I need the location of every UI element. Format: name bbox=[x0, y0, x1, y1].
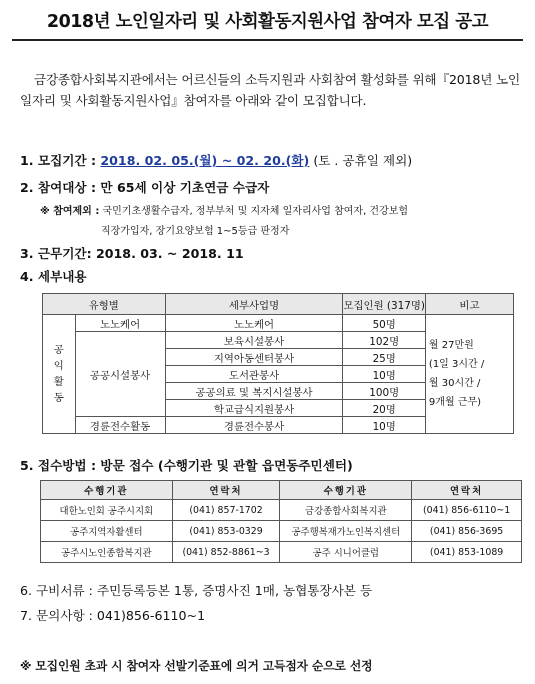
agency-name: 공주지역자활센터 bbox=[41, 521, 173, 542]
details-header-type: 유형별 bbox=[43, 294, 166, 315]
agency-header-name: 수행기관 bbox=[41, 481, 173, 500]
agency-phone: (041) 856-6110~1 bbox=[412, 500, 522, 521]
type-cell: 노노케어 bbox=[75, 315, 165, 332]
inquiry-contact: 7. 문의사항 : 041)856-6110~1 bbox=[20, 608, 206, 623]
recruit-period-label: 1. 모집기간 : bbox=[20, 153, 101, 168]
remarks-line: 9개월 근무) bbox=[428, 397, 482, 408]
table-row bbox=[41, 500, 522, 521]
table-row bbox=[43, 315, 514, 332]
count-cell: 100명 bbox=[343, 383, 425, 400]
intro-paragraph bbox=[20, 70, 520, 111]
details-header-count: 모집인원 (317명) bbox=[343, 294, 425, 315]
count-cell: 20명 bbox=[343, 400, 425, 417]
agency-name: 공주행복재가노인복지센터 bbox=[280, 521, 412, 542]
recruit-period-dates: 2018. 02. 05.(월) ~ 02. 20.(화) bbox=[100, 153, 310, 168]
recruit-period bbox=[20, 150, 412, 169]
project-cell: 도서관봉사 bbox=[165, 366, 343, 383]
agency-name: 공주시노인종합복지관 bbox=[41, 542, 173, 563]
type-cell: 공공시설봉사 bbox=[75, 332, 165, 417]
project-cell: 경륜전수봉사 bbox=[165, 417, 343, 434]
details-header-project: 세부사업명 bbox=[165, 294, 343, 315]
agency-phone: (041) 853-1089 bbox=[412, 542, 522, 563]
required-documents: 6. 구비서류 : 주민등록등본 1통, 증명사진 1매, 농협통장사본 등 bbox=[20, 583, 373, 598]
project-cell: 보육시설봉사 bbox=[165, 332, 343, 349]
page-title: 2018년 노인일자리 및 사회활동지원사업 참여자 모집 공고 bbox=[46, 12, 489, 32]
project-cell: 노노케어 bbox=[165, 315, 343, 332]
selection-footnote: ※ 모집인원 초과 시 참여자 선발기준표에 의거 고득점자 순으로 선정 bbox=[20, 659, 373, 673]
group-char: 활 bbox=[53, 376, 64, 388]
eligibility: 2. 참여대상 : 만 65세 이상 기초연금 수급자 bbox=[20, 180, 270, 195]
group-cell bbox=[43, 315, 76, 434]
group-char: 동 bbox=[53, 392, 64, 404]
count-cell: 50명 bbox=[343, 315, 425, 332]
exclusion-note bbox=[40, 202, 408, 217]
group-char: 공 bbox=[53, 344, 64, 356]
remarks-line: 월 27만원 bbox=[428, 340, 474, 351]
exclusion-line1: 국민기초생활수급자, 정부부처 및 지자체 일자리사업 참여자, 건강보험 bbox=[99, 206, 409, 217]
recruit-period-note: (토 . 공휴일 제외) bbox=[309, 153, 413, 168]
agency-header-row bbox=[41, 481, 522, 500]
agency-name: 공주 시니어클럽 bbox=[280, 542, 412, 563]
remarks-line: (1일 3시간 / bbox=[428, 359, 485, 370]
remarks-cell bbox=[425, 315, 513, 434]
details-table bbox=[42, 293, 514, 434]
title-divider bbox=[12, 39, 523, 41]
agency-table bbox=[40, 480, 522, 563]
project-cell: 공공의료 및 복지시설봉사 bbox=[165, 383, 343, 400]
group-char: 익 bbox=[53, 360, 64, 372]
details-header-remarks: 비고 bbox=[425, 294, 513, 315]
table-row bbox=[41, 542, 522, 563]
agency-header-contact: 연락처 bbox=[412, 481, 522, 500]
count-cell: 102명 bbox=[343, 332, 425, 349]
count-cell: 25명 bbox=[343, 349, 425, 366]
project-cell: 학교급식지원봉사 bbox=[165, 400, 343, 417]
count-cell: 10명 bbox=[343, 417, 425, 434]
agency-phone: (041) 857-1702 bbox=[172, 500, 280, 521]
agency-phone: (041) 852-8861~3 bbox=[172, 542, 280, 563]
intro-text: 금강종합사회복지관에서는 어르신들의 소득지원과 사회참여 활성화를 위해『2018년 노인일자리 및 사회활동지원사업』참여자를 아래와 같이 모집합니다. bbox=[20, 72, 520, 108]
work-period: 3. 근무기간: 2018. 03. ~ 2018. 11 bbox=[20, 246, 244, 261]
count-cell: 10명 bbox=[343, 366, 425, 383]
agency-header-name: 수행기관 bbox=[280, 481, 412, 500]
type-cell: 경륜전수활동 bbox=[75, 417, 165, 434]
exclusion-mark: ※ 참여제외 : bbox=[40, 206, 100, 217]
application-method: 5. 접수방법 : 방문 접수 (수행기관 및 관할 읍면동주민센터) bbox=[20, 458, 353, 473]
agency-phone: (041) 853-0329 bbox=[172, 521, 280, 542]
agency-header-contact: 연락처 bbox=[172, 481, 280, 500]
project-cell: 지역아동센터봉사 bbox=[165, 349, 343, 366]
agency-phone: (041) 856-3695 bbox=[412, 521, 522, 542]
exclusion-line2: 직장가입자, 장기요양보험 1~5등급 판정자 bbox=[101, 226, 290, 237]
details-header-row bbox=[43, 294, 514, 315]
agency-name: 대한노인회 공주시지회 bbox=[41, 500, 173, 521]
table-row bbox=[41, 521, 522, 542]
remarks-line: 월 30시간 / bbox=[428, 378, 481, 389]
details-heading: 4. 세부내용 bbox=[20, 269, 87, 284]
agency-name: 금강종합사회복지관 bbox=[280, 500, 412, 521]
